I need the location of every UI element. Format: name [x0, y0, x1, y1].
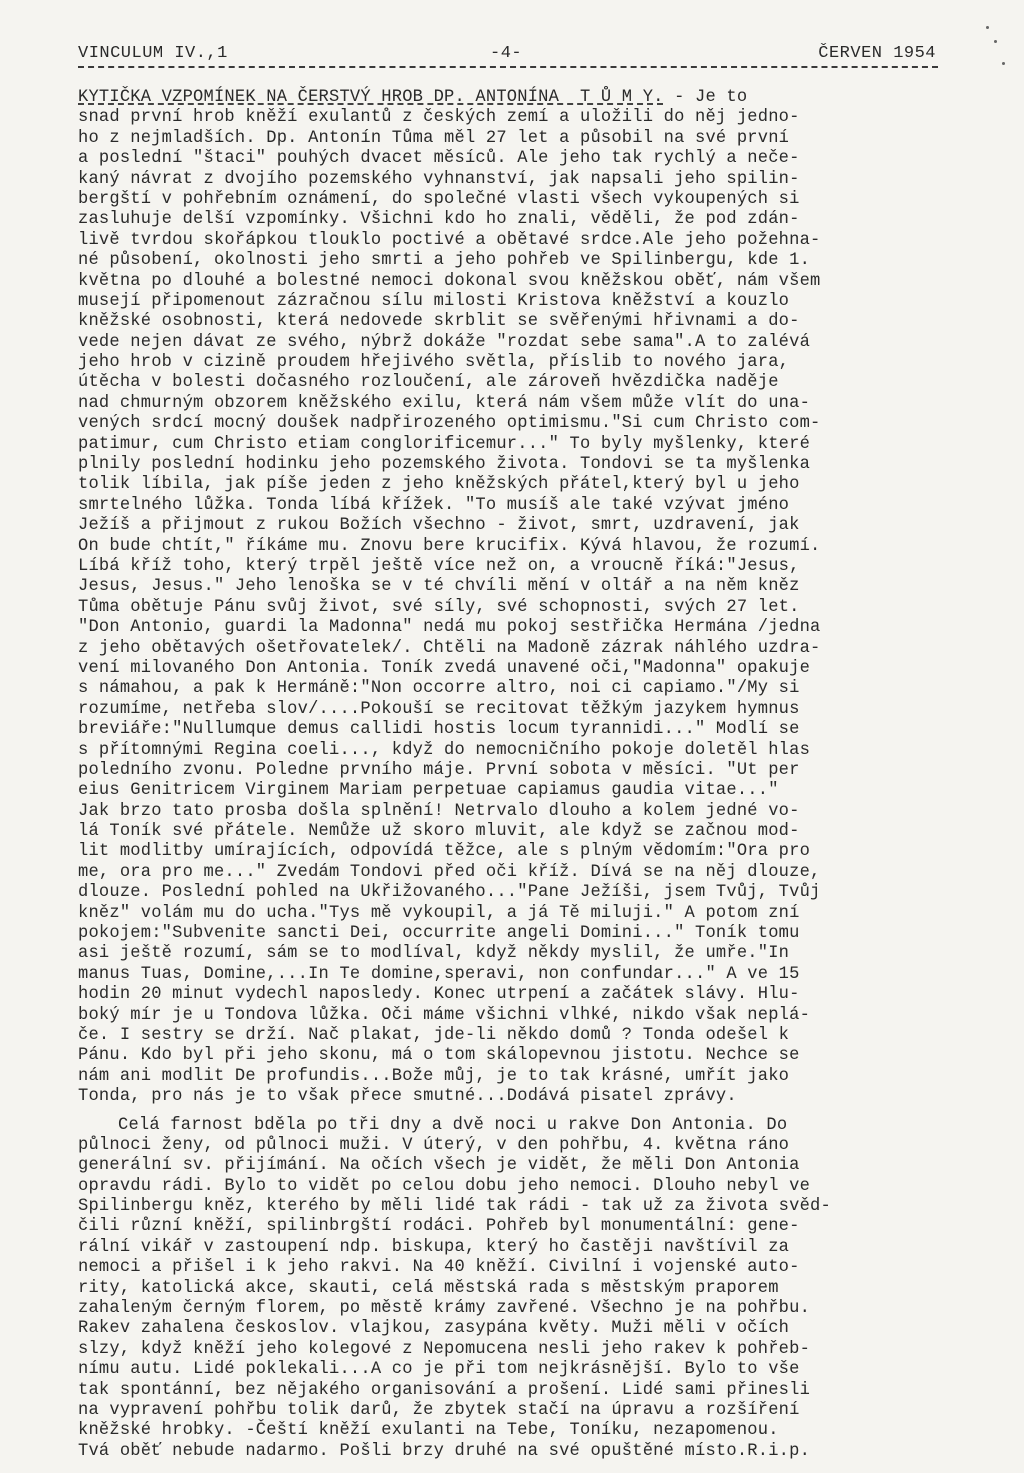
article-line: rity, katolická akce, skauti, celá městská rada s městským praporem: [78, 1278, 779, 1298]
article-line: lit modlitby umírajících, odpovídá těžce, ale s plným vědomím:"Ora pro: [78, 842, 811, 862]
article-line: me, ora pro me..." Zvedám Tondovi před oči kříž. Dívá se na něj dlouze,: [78, 862, 821, 882]
article-line: s přítomnými Regina coeli..., když do nemocničního pokoje doletěl hlas: [78, 740, 811, 760]
article-line: kaný návrat z dvojího pozemského vyhnanství, jak napsali jeho spilin-: [78, 169, 800, 189]
article-line: bergští v pohřebním oznámení, do společné vlasti všech vykoupených si: [78, 189, 800, 209]
article-line: kněžské osobnosti, která nedovede skrblit se svěřenými hřivnami a do-: [78, 312, 800, 332]
article-line: lá Toník své přátele. Nemůže už skoro mluvit, ale když se začnou mod-: [78, 822, 800, 842]
article-line: livě tvrdou skořápkou tlouklo poctivé a obětavé srdce.Ale jeho požehna-: [78, 230, 821, 250]
article-line: slzy, když kněží jeho kolegové z Nepomucena nesli jeho rakev k pohřeb-: [78, 1339, 811, 1359]
article-line: čili různí kněží, spilinbrgští rodáci. Pohřeb byl monumentální: gene-: [78, 1217, 800, 1237]
article-line: né působení, okolnosti jeho smrti a jeho pohřeb ve Spilinbergu, kde 1.: [78, 251, 811, 271]
article-line: breviáře:"Nullumque demus callidi hostis locum tyrannidi..." Modlí se: [78, 720, 800, 740]
article-line: tolik líbila, jak píše jeden z jeho kněžských přátel,který byl u jeho: [78, 475, 800, 495]
paragraph-gap: [78, 1108, 968, 1116]
article-line: pokojem:"Subvenite sancti Dei, occurrite angeli Domini..." Toník tomu: [78, 924, 800, 944]
article-line: eius Genitricem Virginem Mariam perpetuae capiamus gaudia vitae...": [78, 781, 779, 801]
article-line: opravdu rádi. Bylo to vidět po celou dobu jeho nemoci. Dlouho nebyl ve: [78, 1176, 811, 1196]
article-line: Ježíš a přijmout z rukou Božích všechno - život, smrt, uzdravení, jak: [78, 516, 800, 536]
article-line: vených srdcí mocný doušek nadpřirozeného optimismu."Si cum Christo com-: [78, 414, 821, 434]
article-line: s námahou, a pak k Hermáně:"Non occorre altro, noi ci capiamo."/My si: [78, 679, 800, 699]
article-line: kněz" volám mu do ucha."Tys mě vykoupil, a já Tě miluji." A potom zní: [78, 903, 800, 923]
article-first-line: [78, 88, 968, 108]
article-line: če. I sestry se drží. Nač plakat, jde-li někdo domů ? Tonda odešel k: [78, 1025, 790, 1045]
article-line: Rakev zahalena českoslov. vlajkou, zasypána květy. Muži měli v očích: [78, 1319, 790, 1339]
article-line: nímu autu. Lidé poklekali...A co je při tom nejkrásnější. Bylo to vše: [78, 1360, 800, 1380]
article-line: rální vikář v zastoupení ndp. biskupa, který ho častěji navštívil za: [78, 1237, 790, 1257]
article-line: rozumíme, netřeba slov/....Pokouší se recitovat těžkým jazykem hymnus: [78, 699, 800, 719]
article-line: Jak brzo tato prosba došla splnění! Netrvalo dlouho a kolem jedné vo-: [78, 801, 800, 821]
article-line: "Don Antonio, guardi la Madonna" nedá mu pokoj sestřička Hermána /jedna: [78, 618, 821, 638]
article-line: manus Tuas, Domine,...In Te domine,speravi, non confundar..." A ve 15: [78, 964, 800, 984]
article-line: Tvá oběť nebude nadarmo. Pošli brzy druhé na své opuštěné místo.R.i.p.: [78, 1441, 811, 1461]
article-line: generální sv. přijímání. Na očích všech je vidět, že měli Don Antonia: [78, 1156, 800, 1176]
article-line: Tůma obětuje Pánu svůj život, své síly, své schopnosti, svých 27 let.: [78, 597, 800, 617]
article-line: Jesus, Jesus." Jeho lenoška se v té chvíli mění v oltář a na něm kněz: [78, 577, 800, 597]
article-line: boký mír je u Tondova lůžka. Oči máme všichni vlhké, nikdo však neplá-: [78, 1005, 811, 1025]
article-line: Spilinbergu kněz, kterého by měli lidé tak rádi - tak už za života svěd-: [78, 1197, 831, 1217]
article-line: května po dlouhé a bolestné nemoci dokonal svou kněžskou oběť, nám všem: [78, 271, 821, 291]
article-line: patimur, cum Christo etiam conglorificemur..." To byly myšlenky, které: [78, 434, 811, 454]
paper-specks: [982, 18, 1006, 78]
article-line: z jeho obětavých ošetřovatelek/. Chtěli na Madoně zázrak náhlého uzdra-: [78, 638, 821, 658]
article-body: [78, 88, 968, 1462]
article-line: musejí připomenout zázračnou sílu milosti Kristova kněžství a kouzlo: [78, 291, 790, 311]
header-publication: VINCULUM IV.,1: [78, 44, 228, 63]
article-line: hodin 20 minut vydechl naposledy. Konec utrpení a začátek slávy. Hlu-: [78, 985, 800, 1005]
article-line: vede nejen dávat ze svého, nýbrž dokáže "rozdat sebe sama".A to zalévá: [78, 332, 811, 352]
article-line: Celá farnost bděla po tři dny a dvě noci u rakve Don Antonia. Do: [118, 1115, 788, 1135]
article-line: Tonda, pro nás je to však přece smutné...Dodává pisatel zprávy.: [78, 1087, 737, 1107]
article-line: kněžské hrobky. -Čeští kněží exulanti na Tebe, Toníku, nezapomenou.: [78, 1421, 779, 1441]
article-line: a poslední "štaci" pouhých dvacet měsíců. Ale jeho tak rychlý a neče-: [78, 149, 800, 169]
article-line: útěcha v bolesti dočasného rozloučení, ale zároveň hvězdička naděje: [78, 373, 779, 393]
article-line: tak spontánní, bez nějakého organisování a prošení. Lidé sami přinesli: [78, 1380, 811, 1400]
article-line: dlouze. Poslední pohled na Ukřižovaného..."Pane Ježíši, jsem Tvůj, Tvůj: [78, 883, 821, 903]
paragraph-2: [78, 1116, 968, 1463]
article-line: snad první hrob kněží exulantů z českých zemí a uložili do něj jedno-: [78, 108, 800, 128]
article-line: vení milovaného Don Antonia. Toník zvedá unavené oči,"Madonna" opakuje: [78, 658, 811, 678]
article-line: plnily poslední hodinku jeho pozemského života. Tondovi se ta myšlenka: [78, 455, 811, 475]
article-line: - Je to: [663, 88, 748, 107]
article-line: půlnoci ženy, od půlnoci muži. V úterý, v den pohřbu, 4. května ráno: [78, 1135, 790, 1155]
article-line: na vypravení pohřbu tolik darů, že zbytek stačí na úpravu a rozšíření: [78, 1401, 800, 1420]
header-rule: [78, 66, 938, 68]
article-line: zasluhuje delší vzpomínky. Všichni kdo ho znali, věděli, že pod zdán-: [78, 210, 800, 230]
article-line: nad chmurným obzorem kněžského exilu, která nám všem může vlít do una-: [78, 393, 811, 413]
article-line: zahaleným černým florem, po městě krámy zavřené. Všechno je na pohřbu.: [78, 1299, 811, 1319]
article-line: Pánu. Kdo byl při jeho skonu, má o tom skálopevnou jistotu. Nechce se: [78, 1046, 800, 1066]
paragraph-1: [78, 108, 968, 1107]
article-line: Líbá kříž toho, který trpěl ještě více než on, a vroucně říká:"Jesus,: [78, 556, 800, 576]
article-line: poledního zvonu. Poledne prvního máje. První sobota v měsíci. "Ut per: [78, 760, 800, 780]
article-line: asi ještě rozumí, sám se to modlíval, když někdy myslil, že umře."In: [78, 944, 790, 964]
article-line: nám ani modlit De profundis...Bože můj, je to tak krásné, umřít jako: [78, 1066, 790, 1086]
article-line: jeho hrob v cizině proudem hřejivého světla, příslib to nového jara,: [78, 353, 790, 373]
article-title: KYTIČKA VZPOMÍNEK NA ČERSTVÝ HROB DP. ANTONÍNA T Ů M Y.: [78, 88, 664, 107]
article-line: On bude chtít," říkáme mu. Znovu bere krucifix. Kývá hlavou, že rozumí.: [78, 536, 821, 556]
header-page-number: -4-: [490, 44, 523, 63]
article-line: ho z nejmladších. Dp. Antonín Tůma měl 27 let a působil na své první: [78, 128, 790, 148]
header-date: ČERVEN 1954: [818, 44, 936, 63]
article-line: nemoci a přišel i k jeho rakvi. Na 40 kněží. Civilní i vojenské auto-: [78, 1258, 800, 1278]
article-line: smrtelného lůžka. Tonda líbá křížek. "To musíš ale také vzývat jméno: [78, 495, 790, 515]
